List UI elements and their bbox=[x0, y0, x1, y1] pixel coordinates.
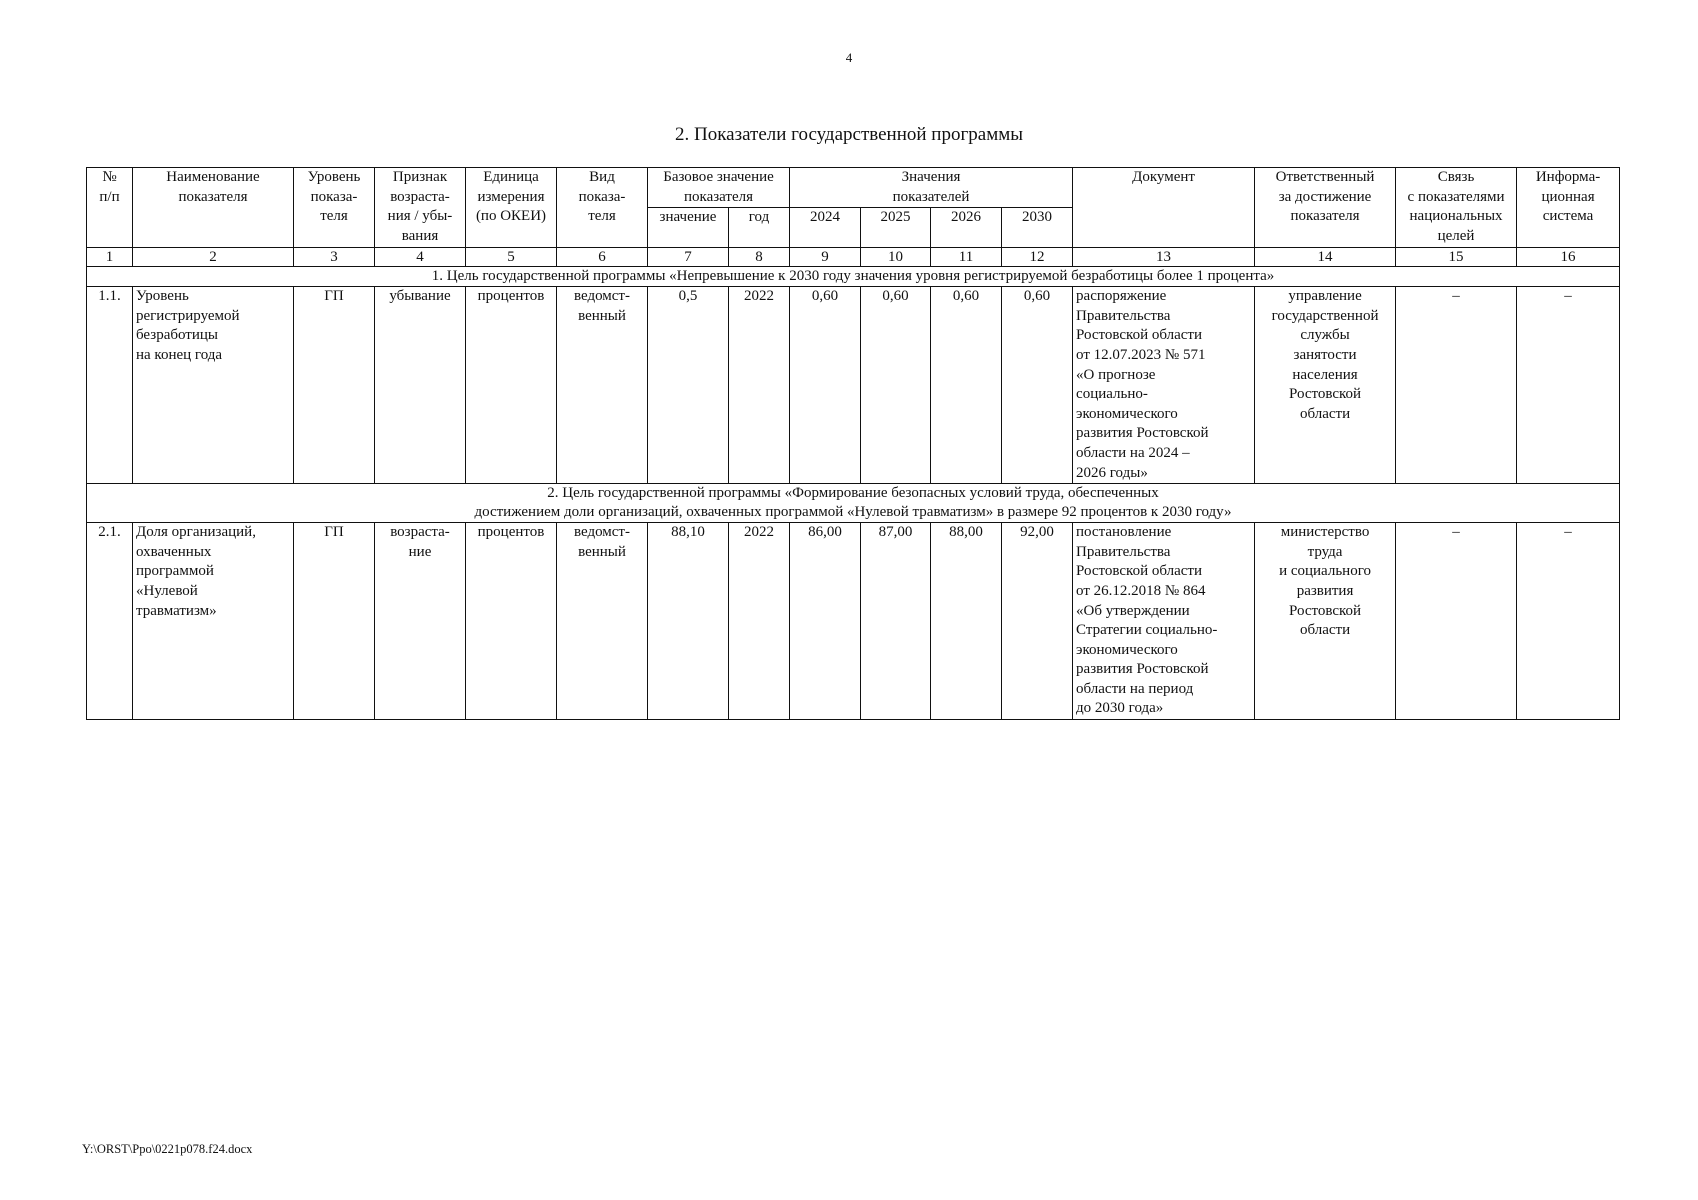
indicators-table bbox=[86, 167, 1620, 720]
page-title: 2. Показатели государственной программы bbox=[674, 124, 1024, 145]
header-document: Документ bbox=[1073, 168, 1255, 248]
file-path-footer: Y:\ORST\Ppo\0221p078.f24.docx bbox=[82, 1142, 253, 1156]
header-responsible: Ответственный за достижение показателя bbox=[1255, 168, 1396, 248]
row-base-year: 2022 bbox=[729, 287, 790, 484]
row-value-2026: 88,00 bbox=[931, 523, 1002, 720]
row-unit: процентов bbox=[466, 287, 557, 484]
column-number: 16 bbox=[1517, 248, 1620, 267]
header-trend: Признак возраста- ния / убы- вания bbox=[375, 168, 466, 248]
column-number: 14 bbox=[1255, 248, 1396, 267]
column-number: 4 bbox=[375, 248, 466, 267]
row-responsible: управление государственной службы занятости населения Ростовской области bbox=[1255, 287, 1396, 484]
page-number: 4 bbox=[845, 50, 853, 65]
row-kind: ведомст- венный bbox=[557, 287, 648, 484]
header-year-2030: 2030 bbox=[1002, 208, 1073, 248]
column-number: 2 bbox=[133, 248, 294, 267]
goal-title-2: 2. Цель государственной программы «Формирование безопасных условий труда, обеспеченных достижением доли организаций, охваченных программой «Нулевой травматизм» в размере 92 процентов к 2030 году» bbox=[87, 484, 1620, 523]
row-base-value: 88,10 bbox=[648, 523, 729, 720]
row-level: ГП bbox=[294, 523, 375, 720]
header-level: Уровень показа- теля bbox=[294, 168, 375, 248]
row-trend: убывание bbox=[375, 287, 466, 484]
row-info-system: – bbox=[1517, 523, 1620, 720]
column-number: 5 bbox=[466, 248, 557, 267]
row-no: 2.1. bbox=[87, 523, 133, 720]
goal-title-1: 1. Цель государственной программы «Непревышение к 2030 году значения уровня регистрируемой безработицы более 1 процента» bbox=[87, 267, 1620, 287]
column-number: 11 bbox=[931, 248, 1002, 267]
header-base: Базовое значение показателя bbox=[648, 168, 790, 208]
header-year-2024: 2024 bbox=[790, 208, 861, 248]
row-link: – bbox=[1396, 287, 1517, 484]
row-value-2030: 0,60 bbox=[1002, 287, 1073, 484]
row-no: 1.1. bbox=[87, 287, 133, 484]
column-number: 8 bbox=[729, 248, 790, 267]
row-kind: ведомст- венный bbox=[557, 523, 648, 720]
header-kind: Вид показа- теля bbox=[557, 168, 648, 248]
column-number: 6 bbox=[557, 248, 648, 267]
row-base-value: 0,5 bbox=[648, 287, 729, 484]
goal-row bbox=[87, 267, 1620, 287]
row-responsible: министерство труда и социального развития Ростовской области bbox=[1255, 523, 1396, 720]
row-name: Уровень регистрируемой безработицы на конец года bbox=[133, 287, 294, 484]
header-year-2026: 2026 bbox=[931, 208, 1002, 248]
row-value-2025: 87,00 bbox=[861, 523, 931, 720]
row-name: Доля организаций, охваченных программой «Нулевой травматизм» bbox=[133, 523, 294, 720]
column-number: 10 bbox=[861, 248, 931, 267]
column-numbers-row bbox=[87, 248, 1620, 267]
row-value-2026: 0,60 bbox=[931, 287, 1002, 484]
header-no: № п/п bbox=[87, 168, 133, 248]
header-link: Связь с показателями национальных целей bbox=[1396, 168, 1517, 248]
row-value-2025: 0,60 bbox=[861, 287, 931, 484]
row-document: распоряжение Правительства Ростовской области от 12.07.2023 № 571 «О прогнозе социально- экономического развития Ростовской области на 2024 – 2026 годы» bbox=[1073, 287, 1255, 484]
column-number: 7 bbox=[648, 248, 729, 267]
header-year-2025: 2025 bbox=[861, 208, 931, 248]
table-row bbox=[87, 287, 1620, 484]
column-number: 1 bbox=[87, 248, 133, 267]
column-number: 3 bbox=[294, 248, 375, 267]
row-value-2024: 86,00 bbox=[790, 523, 861, 720]
row-link: – bbox=[1396, 523, 1517, 720]
header-name: Наименование показателя bbox=[133, 168, 294, 248]
row-level: ГП bbox=[294, 287, 375, 484]
row-base-year: 2022 bbox=[729, 523, 790, 720]
column-number: 15 bbox=[1396, 248, 1517, 267]
header-base-year: год bbox=[729, 208, 790, 248]
header-row-1 bbox=[87, 168, 1620, 208]
row-info-system: – bbox=[1517, 287, 1620, 484]
row-trend: возраста- ние bbox=[375, 523, 466, 720]
header-unit: Единица измерения (по ОКЕИ) bbox=[466, 168, 557, 248]
table-row bbox=[87, 523, 1620, 720]
goal-row bbox=[87, 484, 1620, 523]
row-unit: процентов bbox=[466, 523, 557, 720]
column-number: 12 bbox=[1002, 248, 1073, 267]
header-values: Значения показателей bbox=[790, 168, 1073, 208]
header-base-value: значение bbox=[648, 208, 729, 248]
column-number: 9 bbox=[790, 248, 861, 267]
row-value-2024: 0,60 bbox=[790, 287, 861, 484]
row-document: постановление Правительства Ростовской области от 26.12.2018 № 864 «Об утверждении Стратегии социально- экономического развития Ростовской области на период до 2030 года» bbox=[1073, 523, 1255, 720]
header-info-system: Информа- ционная система bbox=[1517, 168, 1620, 248]
row-value-2030: 92,00 bbox=[1002, 523, 1073, 720]
column-number: 13 bbox=[1073, 248, 1255, 267]
